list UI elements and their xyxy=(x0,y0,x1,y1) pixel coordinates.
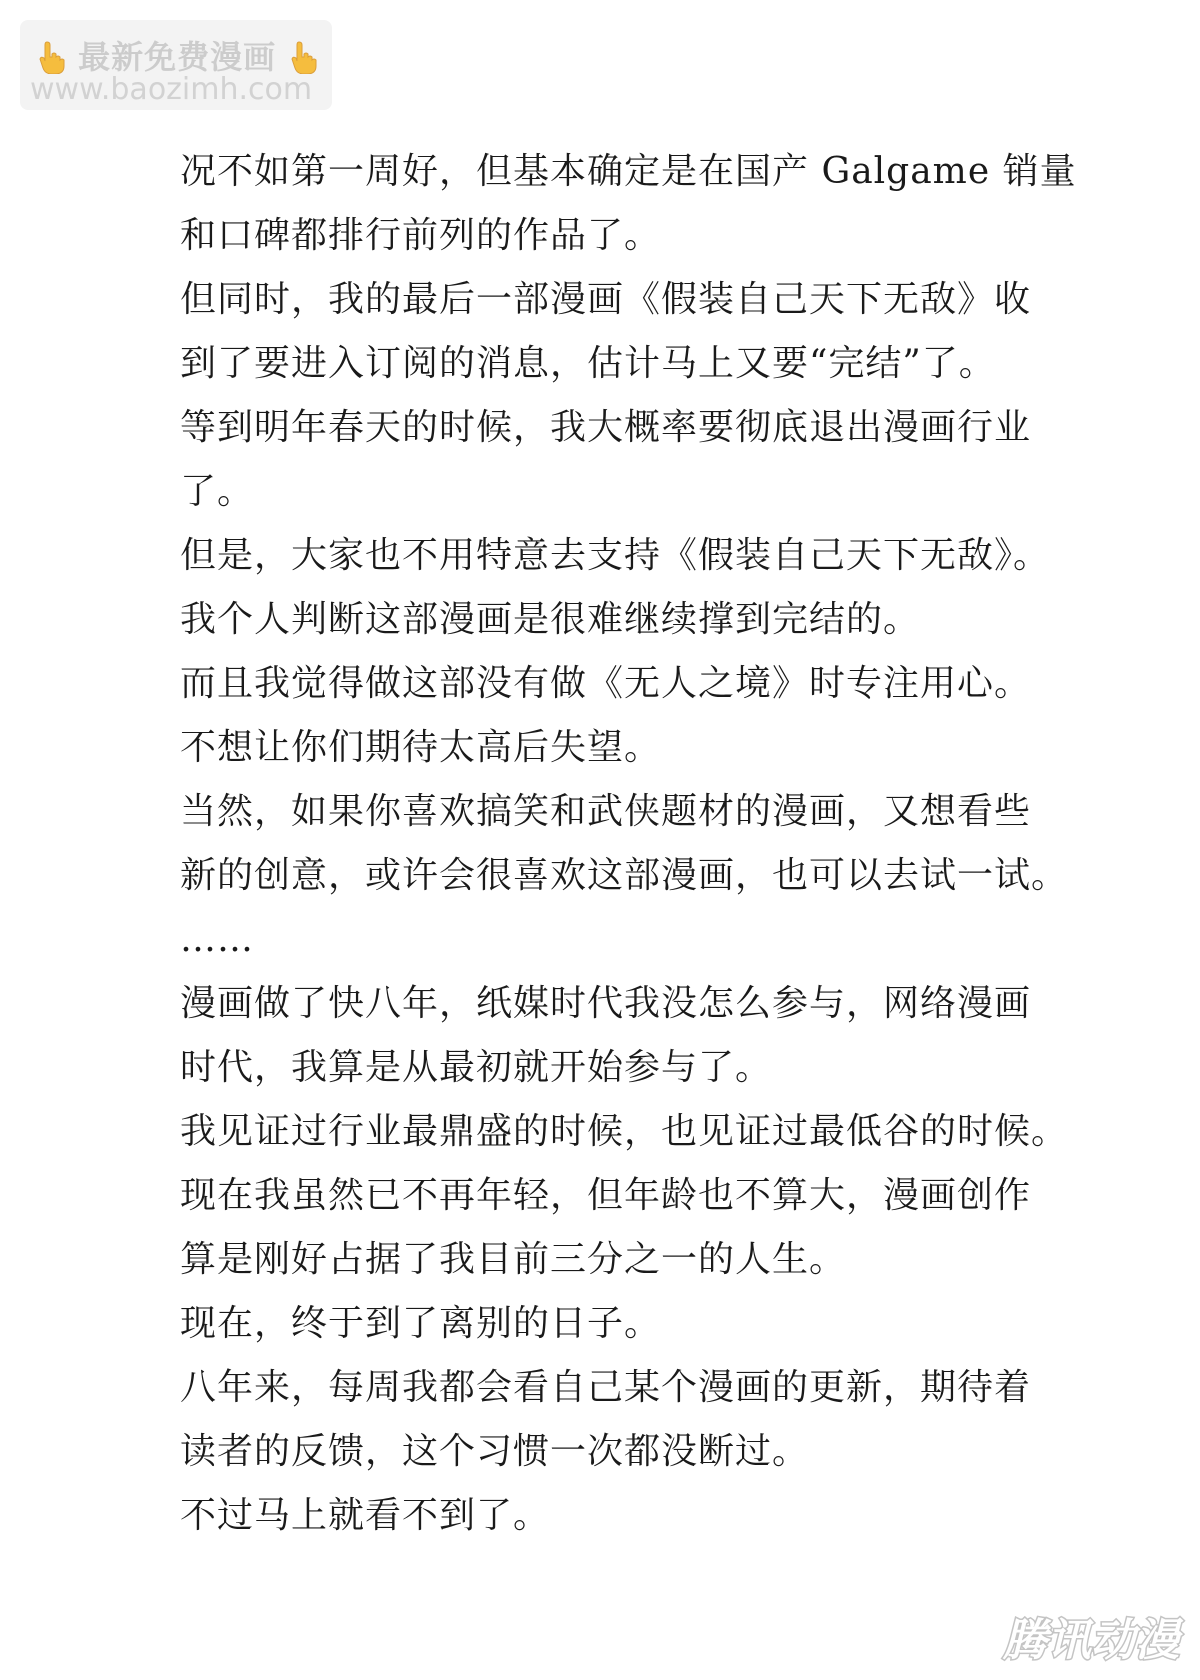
text-line: 现在，终于到了离别的日子。 xyxy=(180,1303,662,1344)
text-line: 了。 xyxy=(180,471,255,512)
text-line: 时代，我算是从最初就开始参与了。 xyxy=(180,1047,773,1088)
text-line: 和口碑都排行前列的作品了。 xyxy=(180,215,662,256)
text-line: 况不如第一周好，但基本确定是在国产 Galgame 销量 xyxy=(180,151,1077,192)
pointing-hand-icon xyxy=(36,40,66,74)
text-line: 我个人判断这部漫画是很难继续撑到完结的。 xyxy=(180,599,921,640)
text-line: …… xyxy=(180,919,254,960)
text-line: 等到明年春天的时候，我大概率要彻底退出漫画行业 xyxy=(180,407,1032,448)
text-line: 而且我觉得做这部没有做《无人之境》时专注用心。 xyxy=(180,663,1032,704)
text-line: 当然，如果你喜欢搞笑和武侠题材的漫画，又想看些 xyxy=(180,791,1032,832)
watermark-text: 最新免费漫画 xyxy=(78,38,277,76)
text-line: 不想让你们期待太高后失望。 xyxy=(180,727,662,768)
text-line: 到了要进入订阅的消息，估计马上又要“完结”了。 xyxy=(180,343,996,384)
pointing-hand-icon xyxy=(288,40,318,74)
text-line: 但同时，我的最后一部漫画《假装自己天下无敌》收 xyxy=(180,279,1032,320)
text-line: 算是刚好占据了我目前三分之一的人生。 xyxy=(180,1239,847,1280)
watermark-tencent-logo xyxy=(996,1608,1186,1670)
text-line: 我见证过行业最鼎盛的时候，也见证过最低谷的时候。 xyxy=(180,1111,1069,1152)
text-line: 不过马上就看不到了。 xyxy=(180,1495,551,1536)
text-line: 八年来，每周我都会看自己某个漫画的更新，期待着 xyxy=(180,1367,1032,1408)
document-body xyxy=(180,140,1077,1548)
text-line: 新的创意，或许会很喜欢这部漫画，也可以去试一试。 xyxy=(180,855,1069,896)
text-line: 漫画做了快八年，纸媒时代我没怎么参与，网络漫画 xyxy=(180,983,1032,1024)
watermark-tencent-text: 腾讯动漫 xyxy=(1003,1615,1179,1666)
watermark-url: www.baozimh.com xyxy=(30,72,313,107)
text-line: 现在我虽然已不再年轻，但年龄也不算大，漫画创作 xyxy=(180,1175,1032,1216)
text-line: 读者的反馈，这个习惯一次都没断过。 xyxy=(180,1431,810,1472)
text-line: 但是，大家也不用特意去支持《假装自己天下无敌》。 xyxy=(180,535,1051,576)
watermark-baozimh xyxy=(20,20,332,110)
